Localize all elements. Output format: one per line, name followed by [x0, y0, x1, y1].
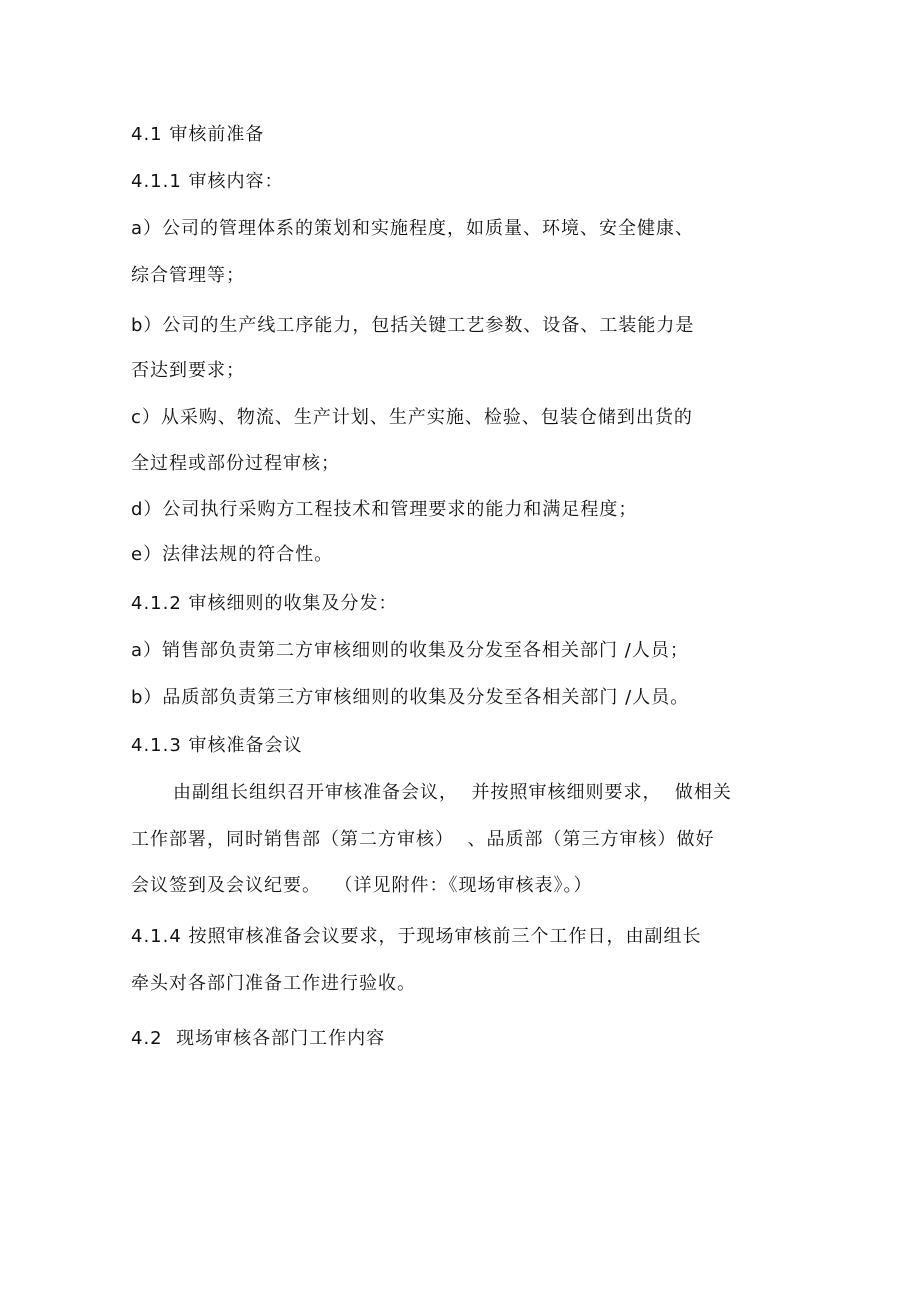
subsection-heading-4-1-2: 4.1.2 审核细则的收集及分发：: [131, 593, 398, 614]
subsection-4-1-4-line-1: 4.1.4 按照审核准备会议要求，于现场审核前三个工作日，由副组长: [131, 926, 702, 947]
list-item-b-line-1: b）公司的生产线工序能力，包括关键工艺参数、设备、工装能力是: [131, 315, 695, 336]
section-heading-4-2: 4.2 现场审核各部门工作内容: [131, 1028, 386, 1049]
paragraph-line-3: 会议签到及会议纪要。 （详见附件：《现场审核表》。）: [131, 875, 593, 896]
list-item-c-line-1: c）从采购、物流、生产计划、生产实施、检验、包装仓储到出货的: [131, 407, 693, 428]
subsection-4-1-4-line-2: 牵头对各部门准备工作进行验收。: [131, 973, 416, 994]
list-item-e: e）法律法规的符合性。: [131, 544, 334, 565]
list-item-b-line-2: 否达到要求；: [131, 360, 245, 381]
list-item-a-line-2: 综合管理等；: [131, 265, 245, 286]
subsection-heading-4-1-3: 4.1.3 审核准备会议: [131, 735, 303, 756]
list-item-c-line-2: 全过程或部份过程审核；: [131, 453, 340, 474]
list-item-a-line-1: a）公司的管理体系的策划和实施程度，如质量、环境、安全健康、: [131, 218, 695, 239]
subsection-heading-4-1-1: 4.1.1 审核内容：: [131, 171, 284, 192]
section-heading-4-1: 4.1 审核前准备: [131, 124, 265, 145]
paragraph-line-1: 由副组长组织召开审核准备会议， 并按照审核细则要求， 做相关: [173, 782, 732, 803]
list-item-sales-dept: a）销售部负责第二方审核细则的收集及分发至各相关部门 /人员；: [131, 640, 689, 661]
list-item-quality-dept: b）品质部负责第三方审核细则的收集及分发至各相关部门 /人员。: [131, 687, 690, 708]
paragraph-line-2: 工作部署，同时销售部（第二方审核） 、品质部（第三方审核）做好: [131, 829, 715, 850]
list-item-d: d）公司执行采购方工程技术和管理要求的能力和满足程度；: [131, 499, 638, 520]
